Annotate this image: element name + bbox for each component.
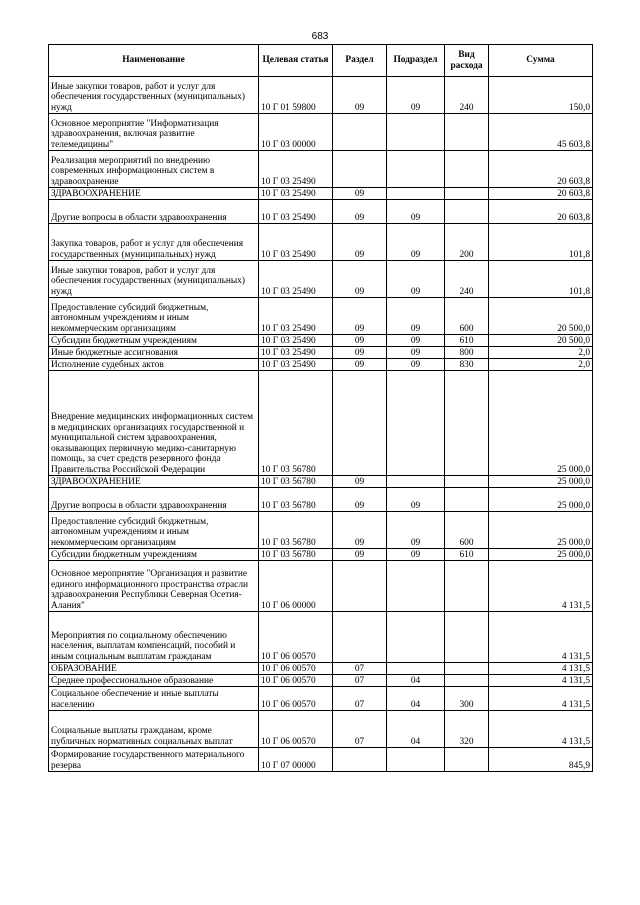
cell-name: Социальное обеспечение и иные выплаты населению xyxy=(49,687,259,711)
cell-section xyxy=(333,114,387,151)
cell-section: 09 xyxy=(333,224,387,261)
cell-target: 10 Г 03 25490 xyxy=(259,359,333,371)
cell-section: 09 xyxy=(333,347,387,359)
cell-subsection xyxy=(387,748,445,772)
cell-name: Реализация мероприятий по внедрению современных информационных систем в здравоохранение xyxy=(49,151,259,188)
cell-expense-type: 300 xyxy=(445,687,489,711)
cell-expense-type xyxy=(445,114,489,151)
cell-name: Закупка товаров, работ и услуг для обеспечения государственных (муниципальных) нужд xyxy=(49,224,259,261)
cell-expense-type: 600 xyxy=(445,298,489,335)
cell-sum: 25 000,0 xyxy=(489,371,593,476)
table-row xyxy=(49,488,593,512)
cell-sum: 101,8 xyxy=(489,224,593,261)
cell-sum: 25 000,0 xyxy=(489,549,593,561)
cell-sum: 20 603,8 xyxy=(489,151,593,188)
table-row xyxy=(49,200,593,224)
cell-section: 09 xyxy=(333,335,387,347)
cell-expense-type: 200 xyxy=(445,224,489,261)
table-row xyxy=(49,612,593,663)
header-target: Целевая статья xyxy=(259,45,333,77)
table-row xyxy=(49,335,593,347)
cell-sum: 20 500,0 xyxy=(489,298,593,335)
table-row xyxy=(49,561,593,612)
cell-expense-type: 830 xyxy=(445,359,489,371)
cell-subsection xyxy=(387,663,445,675)
cell-subsection: 04 xyxy=(387,711,445,748)
header-sum: Сумма xyxy=(489,45,593,77)
cell-target: 10 Г 07 00000 xyxy=(259,748,333,772)
cell-target: 10 Г 03 56780 xyxy=(259,371,333,476)
table-row xyxy=(49,188,593,200)
header-section: Раздел xyxy=(333,45,387,77)
cell-name: Предоставление субсидий бюджетным, автономным учреждениям и иным некоммерческим организациям xyxy=(49,512,259,549)
cell-expense-type xyxy=(445,663,489,675)
table-row xyxy=(49,675,593,687)
header-subsection: Подраздел xyxy=(387,45,445,77)
cell-section: 07 xyxy=(333,687,387,711)
cell-name: Предоставление субсидий бюджетным, автономным учреждениям и иным некоммерческим организациям xyxy=(49,298,259,335)
cell-sum: 20 500,0 xyxy=(489,335,593,347)
cell-name: Основное мероприятие "Информатизация здравоохранения, включая развитие телемедицины" xyxy=(49,114,259,151)
cell-target: 10 Г 06 00570 xyxy=(259,663,333,675)
cell-target: 10 Г 06 00570 xyxy=(259,711,333,748)
cell-name: Другие вопросы в области здравоохранения xyxy=(49,488,259,512)
cell-sum: 4 131,5 xyxy=(489,675,593,687)
table-row xyxy=(49,224,593,261)
cell-subsection: 09 xyxy=(387,261,445,298)
cell-sum: 2,0 xyxy=(489,347,593,359)
cell-target: 10 Г 06 00000 xyxy=(259,561,333,612)
cell-name: Основное мероприятие "Организация и развитие единого информационного пространства отрасли здравоохранения Республики Северная Осетия-Алания" xyxy=(49,561,259,612)
cell-sum: 150,0 xyxy=(489,77,593,114)
cell-subsection: 09 xyxy=(387,347,445,359)
cell-subsection xyxy=(387,476,445,488)
cell-section: 09 xyxy=(333,476,387,488)
table-row xyxy=(49,687,593,711)
cell-subsection: 09 xyxy=(387,359,445,371)
cell-subsection: 04 xyxy=(387,687,445,711)
cell-section: 07 xyxy=(333,711,387,748)
cell-subsection: 09 xyxy=(387,224,445,261)
cell-name: ОБРАЗОВАНИЕ xyxy=(49,663,259,675)
table-row xyxy=(49,347,593,359)
cell-target: 10 Г 01 59800 xyxy=(259,77,333,114)
cell-expense-type: 320 xyxy=(445,711,489,748)
cell-section xyxy=(333,561,387,612)
cell-target: 10 Г 03 25490 xyxy=(259,347,333,359)
table-row xyxy=(49,151,593,188)
cell-target: 10 Г 06 00570 xyxy=(259,675,333,687)
header-row xyxy=(49,45,593,77)
cell-sum: 45 603,8 xyxy=(489,114,593,151)
table-row xyxy=(49,261,593,298)
cell-section: 09 xyxy=(333,77,387,114)
cell-target: 10 Г 03 25490 xyxy=(259,298,333,335)
cell-target: 10 Г 06 00570 xyxy=(259,612,333,663)
table-row xyxy=(49,114,593,151)
cell-name: Исполнение судебных актов xyxy=(49,359,259,371)
cell-section: 09 xyxy=(333,200,387,224)
table-row xyxy=(49,371,593,476)
cell-expense-type xyxy=(445,476,489,488)
table-row xyxy=(49,549,593,561)
cell-target: 10 Г 03 56780 xyxy=(259,476,333,488)
cell-target: 10 Г 03 25490 xyxy=(259,188,333,200)
cell-sum: 25 000,0 xyxy=(489,476,593,488)
cell-expense-type xyxy=(445,675,489,687)
cell-target: 10 Г 03 25490 xyxy=(259,151,333,188)
header-name: Наименование xyxy=(49,45,259,77)
cell-subsection: 09 xyxy=(387,549,445,561)
cell-section xyxy=(333,371,387,476)
cell-target: 10 Г 06 00570 xyxy=(259,687,333,711)
cell-name: ЗДРАВООХРАНЕНИЕ xyxy=(49,476,259,488)
cell-target: 10 Г 03 25490 xyxy=(259,224,333,261)
cell-expense-type xyxy=(445,561,489,612)
cell-section: 09 xyxy=(333,359,387,371)
cell-name: Иные закупки товаров, работ и услуг для обеспечения государственных (муниципальных) нужд xyxy=(49,261,259,298)
cell-subsection: 09 xyxy=(387,335,445,347)
cell-subsection: 09 xyxy=(387,298,445,335)
cell-sum: 25 000,0 xyxy=(489,488,593,512)
cell-section xyxy=(333,151,387,188)
cell-name: Социальные выплаты гражданам, кроме публичных нормативных социальных выплат xyxy=(49,711,259,748)
cell-section xyxy=(333,748,387,772)
cell-subsection: 09 xyxy=(387,77,445,114)
table-row xyxy=(49,298,593,335)
cell-subsection xyxy=(387,151,445,188)
cell-section: 07 xyxy=(333,663,387,675)
cell-target: 10 Г 03 56780 xyxy=(259,512,333,549)
cell-expense-type xyxy=(445,488,489,512)
cell-name: Субсидии бюджетным учреждениям xyxy=(49,549,259,561)
cell-name: Другие вопросы в области здравоохранения xyxy=(49,200,259,224)
cell-subsection xyxy=(387,114,445,151)
table-row xyxy=(49,512,593,549)
budget-table xyxy=(48,44,593,772)
header-expense-type: Вид расхода xyxy=(445,45,489,77)
cell-expense-type xyxy=(445,748,489,772)
cell-section: 09 xyxy=(333,488,387,512)
cell-name: Иные бюджетные ассигнования xyxy=(49,347,259,359)
cell-expense-type: 240 xyxy=(445,77,489,114)
cell-expense-type xyxy=(445,151,489,188)
cell-sum: 2,0 xyxy=(489,359,593,371)
table-row xyxy=(49,748,593,772)
cell-target: 10 Г 03 00000 xyxy=(259,114,333,151)
table-row xyxy=(49,663,593,675)
cell-subsection: 09 xyxy=(387,512,445,549)
cell-expense-type: 600 xyxy=(445,512,489,549)
cell-name: Формирование государственного материального резерва xyxy=(49,748,259,772)
cell-section: 07 xyxy=(333,675,387,687)
cell-sum: 845,9 xyxy=(489,748,593,772)
table-row xyxy=(49,77,593,114)
cell-subsection: 04 xyxy=(387,675,445,687)
table-body xyxy=(49,77,593,772)
cell-target: 10 Г 03 56780 xyxy=(259,549,333,561)
table-row xyxy=(49,711,593,748)
cell-expense-type xyxy=(445,200,489,224)
cell-subsection: 09 xyxy=(387,200,445,224)
cell-sum: 101,8 xyxy=(489,261,593,298)
cell-sum: 20 603,8 xyxy=(489,200,593,224)
table-row xyxy=(49,359,593,371)
cell-sum: 4 131,5 xyxy=(489,612,593,663)
cell-section: 09 xyxy=(333,188,387,200)
cell-name: Иные закупки товаров, работ и услуг для обеспечения государственных (муниципальных) нужд xyxy=(49,77,259,114)
table-row xyxy=(49,476,593,488)
cell-expense-type xyxy=(445,612,489,663)
cell-target: 10 Г 03 25490 xyxy=(259,261,333,298)
cell-subsection xyxy=(387,188,445,200)
cell-subsection xyxy=(387,561,445,612)
cell-name: Мероприятия по социальному обеспечению населения, выплатам компенсаций, пособий и иным социальным выплатам гражданам xyxy=(49,612,259,663)
cell-section: 09 xyxy=(333,298,387,335)
cell-section xyxy=(333,612,387,663)
cell-expense-type: 610 xyxy=(445,549,489,561)
cell-sum: 4 131,5 xyxy=(489,663,593,675)
cell-subsection xyxy=(387,612,445,663)
cell-expense-type: 240 xyxy=(445,261,489,298)
cell-sum: 4 131,5 xyxy=(489,561,593,612)
cell-sum: 20 603,8 xyxy=(489,188,593,200)
cell-sum: 4 131,5 xyxy=(489,711,593,748)
cell-target: 10 Г 03 25490 xyxy=(259,335,333,347)
cell-name: Субсидии бюджетным учреждениям xyxy=(49,335,259,347)
cell-section: 09 xyxy=(333,261,387,298)
cell-target: 10 Г 03 25490 xyxy=(259,200,333,224)
cell-name: ЗДРАВООХРАНЕНИЕ xyxy=(49,188,259,200)
cell-name: Внедрение медицинских информационных систем в медицинских организациях государственной и муниципальной систем здравоохранения, оказывающих первичную медико-санитарную помощь, за счет средств резервного фонда Правительства Российской Федерации xyxy=(49,371,259,476)
cell-subsection: 09 xyxy=(387,488,445,512)
cell-name: Среднее профессиональное образование xyxy=(49,675,259,687)
cell-sum: 4 131,5 xyxy=(489,687,593,711)
cell-section: 09 xyxy=(333,549,387,561)
cell-expense-type xyxy=(445,371,489,476)
cell-sum: 25 000,0 xyxy=(489,512,593,549)
cell-expense-type: 800 xyxy=(445,347,489,359)
cell-expense-type: 610 xyxy=(445,335,489,347)
cell-expense-type xyxy=(445,188,489,200)
cell-subsection xyxy=(387,371,445,476)
cell-section: 09 xyxy=(333,512,387,549)
page-number: 683 xyxy=(311,31,329,42)
cell-target: 10 Г 03 56780 xyxy=(259,488,333,512)
